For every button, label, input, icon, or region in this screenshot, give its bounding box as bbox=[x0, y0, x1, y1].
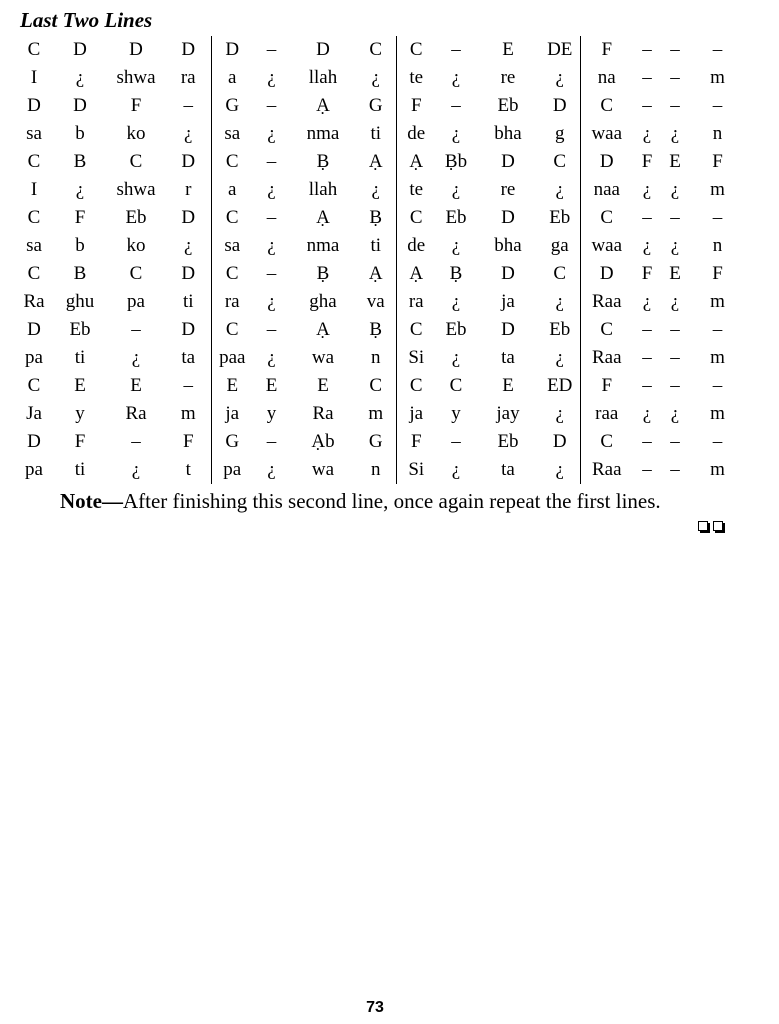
syllable-cell: ¿ bbox=[267, 459, 276, 480]
syllable-cell: jay bbox=[496, 403, 520, 424]
syllable-cell: ¿ bbox=[670, 291, 680, 312]
syllable-cell: y bbox=[451, 403, 461, 424]
note-cell: – bbox=[183, 375, 193, 396]
syllable-cell: r bbox=[185, 179, 192, 200]
syllable-cell: ja bbox=[501, 291, 515, 312]
syllable-cell: ta bbox=[501, 347, 515, 368]
note-cell: – bbox=[712, 39, 723, 60]
note-cell: C bbox=[580, 92, 633, 120]
note-cell: E bbox=[669, 151, 681, 172]
note-cell: C bbox=[211, 316, 253, 344]
note-cell: D bbox=[552, 431, 567, 452]
syllable-cell: g bbox=[555, 123, 565, 144]
note-cell: – bbox=[642, 375, 652, 396]
syllable-cell: ¿ bbox=[451, 291, 461, 312]
lyrics-row bbox=[14, 232, 746, 260]
syllable-cell: t bbox=[185, 459, 191, 480]
note-cell: D bbox=[211, 36, 253, 64]
syllable-cell: ¿ bbox=[267, 291, 276, 312]
note-cell: Ạ bbox=[368, 263, 383, 284]
syllable-cell: sa bbox=[26, 235, 42, 256]
note-cell: C bbox=[396, 316, 436, 344]
syllable-cell: ko bbox=[126, 123, 146, 144]
note-cell: Ạ bbox=[316, 207, 330, 228]
syllable-cell: sa bbox=[211, 232, 253, 260]
syllable-cell: ¿ bbox=[371, 67, 380, 88]
note-cell: C bbox=[211, 260, 253, 288]
syllable-cell: ra bbox=[211, 288, 253, 316]
syllable-cell: ¿ bbox=[555, 291, 564, 312]
syllable-cell: ¿ bbox=[670, 123, 680, 144]
syllable-cell: Raa bbox=[580, 344, 633, 372]
syllable-cell: pa bbox=[25, 459, 43, 480]
note-cell: C bbox=[27, 151, 41, 172]
syllable-cell: ¿ bbox=[131, 459, 141, 480]
note-cell: D bbox=[181, 151, 196, 172]
lyrics-row bbox=[14, 176, 746, 204]
syllable-cell: ti bbox=[74, 459, 86, 480]
syllable-cell: llah bbox=[308, 179, 338, 200]
syllable-cell: n bbox=[712, 123, 723, 144]
note-cell: B bbox=[73, 151, 87, 172]
note-cell: F bbox=[641, 151, 653, 172]
note-cell: C bbox=[396, 36, 436, 64]
syllable-cell: te bbox=[396, 64, 436, 92]
syllable-cell: m bbox=[710, 347, 725, 368]
syllable-cell: Ra bbox=[125, 403, 147, 424]
notation-table bbox=[14, 36, 746, 484]
syllable-cell: ti bbox=[182, 291, 194, 312]
syllable-cell: sa bbox=[211, 120, 253, 148]
note-cell: D bbox=[181, 207, 196, 228]
lyrics-row bbox=[14, 456, 746, 484]
syllable-cell: m bbox=[180, 403, 196, 424]
note-cell: – bbox=[266, 319, 277, 340]
syllable-cell: ¿ bbox=[451, 67, 461, 88]
note-cell: Eb bbox=[445, 207, 467, 228]
note-cell: Ạ bbox=[316, 319, 330, 340]
lyrics-row bbox=[14, 344, 746, 372]
note-cell: – bbox=[266, 151, 277, 172]
note-cell: Ḅ bbox=[369, 207, 383, 228]
note-cell: C bbox=[211, 148, 253, 176]
note-cell: – bbox=[712, 431, 723, 452]
note-cell: C bbox=[553, 263, 567, 284]
syllable-cell: ga bbox=[550, 235, 569, 256]
note-cell: D bbox=[501, 207, 515, 228]
syllable-cell: I bbox=[30, 67, 38, 88]
syllable-cell: m bbox=[368, 403, 384, 424]
syllable-cell: Si bbox=[396, 456, 436, 484]
syllable-cell: ja bbox=[211, 400, 253, 428]
syllable-cell: ¿ bbox=[642, 235, 652, 256]
note-cell: – bbox=[712, 319, 723, 340]
syllable-cell: n bbox=[371, 347, 381, 368]
note-cell: Eb bbox=[445, 319, 467, 340]
syllable-cell: re bbox=[500, 179, 516, 200]
note-cell: D bbox=[501, 151, 515, 172]
syllable-cell: n bbox=[371, 459, 381, 480]
note-cell: C bbox=[27, 263, 41, 284]
note-cell: C bbox=[27, 207, 41, 228]
end-of-section-marks bbox=[698, 518, 728, 534]
syllable-cell: Ja bbox=[26, 403, 42, 424]
syllable-cell: ra bbox=[396, 288, 436, 316]
syllable-cell: – bbox=[642, 67, 652, 88]
syllable-cell: Ra bbox=[23, 291, 45, 312]
syllable-cell: nma bbox=[306, 123, 340, 144]
note-cell: F bbox=[74, 431, 86, 452]
note-cell: – bbox=[642, 207, 652, 228]
note-cell: – bbox=[670, 431, 680, 452]
note-cell: F bbox=[580, 372, 633, 400]
syllable-cell: ¿ bbox=[642, 403, 652, 424]
note-cell: F bbox=[74, 207, 86, 228]
syllable-cell: Raa bbox=[580, 288, 633, 316]
syllable-cell: wa bbox=[311, 347, 335, 368]
note-cell: D bbox=[316, 39, 330, 60]
note-cell: D bbox=[501, 319, 515, 340]
note-cell: F bbox=[580, 36, 633, 64]
syllable-cell: nma bbox=[306, 235, 340, 256]
syllable-cell: – bbox=[670, 347, 680, 368]
note-cell: Eb bbox=[125, 207, 147, 228]
note-cell: E bbox=[502, 375, 514, 396]
syllable-cell: ¿ bbox=[555, 459, 564, 480]
notes-row bbox=[14, 316, 746, 344]
note-cell: Ḅ bbox=[316, 151, 330, 172]
note-cell: – bbox=[670, 375, 680, 396]
syllable-cell: ¿ bbox=[451, 179, 461, 200]
note-cell: E bbox=[669, 263, 681, 284]
note-cell: D bbox=[27, 319, 41, 340]
note-cell: G bbox=[211, 92, 253, 120]
syllable-cell: ¿ bbox=[670, 403, 680, 424]
note-cell: C bbox=[129, 263, 143, 284]
note-cell: D bbox=[181, 39, 196, 60]
syllable-cell: ¿ bbox=[267, 347, 276, 368]
note-cell: Ạ bbox=[396, 260, 436, 288]
syllable-cell: n bbox=[712, 235, 723, 256]
syllable-cell: naa bbox=[580, 176, 633, 204]
section-heading: Last Two Lines bbox=[20, 8, 153, 32]
syllable-cell: – bbox=[642, 459, 652, 480]
note-cell: – bbox=[266, 95, 277, 116]
syllable-cell: ¿ bbox=[642, 123, 652, 144]
note-cell: Ḅ bbox=[369, 319, 383, 340]
lyrics-row bbox=[14, 120, 746, 148]
notes-row bbox=[14, 372, 746, 400]
note-cell: D bbox=[501, 263, 515, 284]
note-cell: – bbox=[451, 95, 461, 116]
note-cell: – bbox=[670, 319, 680, 340]
syllable-cell: ja bbox=[396, 400, 436, 428]
note-cell: – bbox=[642, 95, 652, 116]
syllable-cell: paa bbox=[211, 344, 253, 372]
syllable-cell: – bbox=[670, 67, 680, 88]
note-cell: D bbox=[181, 263, 196, 284]
note-cell: Ạ bbox=[316, 95, 330, 116]
syllable-cell: m bbox=[710, 459, 725, 480]
note-cell: DE bbox=[547, 39, 573, 60]
note-cell: C bbox=[580, 316, 633, 344]
syllable-cell: va bbox=[366, 291, 385, 312]
note-cell: ED bbox=[547, 375, 573, 396]
syllable-cell: ¿ bbox=[555, 347, 564, 368]
syllable-cell: a bbox=[211, 176, 253, 204]
note-cell: Eb bbox=[549, 207, 571, 228]
note-cell: E bbox=[74, 375, 86, 396]
syllable-cell: m bbox=[710, 403, 725, 424]
syllable-cell: ti bbox=[370, 235, 382, 256]
syllable-cell: ¿ bbox=[451, 235, 461, 256]
syllable-cell: ¿ bbox=[184, 123, 193, 144]
note-cell: Eb bbox=[69, 319, 91, 340]
syllable-cell: bha bbox=[494, 123, 522, 144]
syllable-cell: ¿ bbox=[555, 179, 564, 200]
syllable-cell: Si bbox=[396, 344, 436, 372]
syllable-cell: shwa bbox=[116, 67, 156, 88]
note-cell: F bbox=[182, 431, 194, 452]
note-cell: F bbox=[712, 151, 723, 172]
note-cell: C bbox=[27, 39, 41, 60]
note-cell: – bbox=[712, 375, 723, 396]
syllable-cell: ¿ bbox=[267, 67, 276, 88]
syllable-cell: ta bbox=[181, 347, 196, 368]
note-cell: G bbox=[211, 428, 253, 456]
square-icon bbox=[713, 521, 723, 531]
note-cell: C bbox=[396, 372, 436, 400]
note-cell: Eb bbox=[497, 95, 519, 116]
syllable-cell: – bbox=[670, 459, 680, 480]
note-cell: E bbox=[317, 375, 329, 396]
syllable-cell: Ra bbox=[312, 403, 334, 424]
syllable-cell: pa bbox=[25, 347, 43, 368]
syllable-cell: de bbox=[396, 232, 436, 260]
note-cell: Ạ bbox=[396, 148, 436, 176]
syllable-cell: ¿ bbox=[267, 123, 276, 144]
page-number: 73 bbox=[366, 999, 384, 1016]
syllable-cell: ¿ bbox=[670, 179, 680, 200]
lyrics-row bbox=[14, 288, 746, 316]
note-cell: D bbox=[27, 431, 41, 452]
syllable-cell: te bbox=[396, 176, 436, 204]
note-cell: E bbox=[265, 375, 278, 396]
note-cell: – bbox=[266, 263, 277, 284]
note-cell: Eb bbox=[549, 319, 571, 340]
syllable-cell: waa bbox=[580, 232, 633, 260]
note-cell: E bbox=[502, 39, 514, 60]
syllable-cell: ¿ bbox=[267, 235, 276, 256]
notes-row bbox=[14, 428, 746, 456]
note-cell: D bbox=[552, 95, 567, 116]
note-cell: – bbox=[266, 431, 277, 452]
syllable-cell: I bbox=[30, 179, 38, 200]
note-cell: C bbox=[580, 204, 633, 232]
note-cell: C bbox=[211, 204, 253, 232]
syllable-cell: bha bbox=[494, 235, 522, 256]
syllable-cell: llah bbox=[308, 67, 338, 88]
note-cell: F bbox=[130, 95, 142, 116]
notes-row bbox=[14, 36, 746, 64]
syllable-cell: ¿ bbox=[555, 67, 564, 88]
syllable-cell: waa bbox=[580, 120, 633, 148]
note-cell: – bbox=[451, 431, 461, 452]
syllable-cell: raa bbox=[580, 400, 633, 428]
notes-row bbox=[14, 260, 746, 288]
syllable-cell: ghu bbox=[65, 291, 95, 312]
note-cell: C bbox=[580, 428, 633, 456]
syllable-cell: m bbox=[710, 67, 725, 88]
syllable-cell: ¿ bbox=[451, 459, 461, 480]
note-cell: – bbox=[642, 431, 652, 452]
syllable-cell: pa bbox=[127, 291, 145, 312]
syllable-cell: gha bbox=[309, 291, 337, 312]
note-cell: – bbox=[712, 95, 723, 116]
note-cell: – bbox=[670, 207, 680, 228]
syllable-cell: ¿ bbox=[75, 179, 85, 200]
syllable-cell: b bbox=[75, 123, 85, 144]
note-cell: C bbox=[553, 151, 567, 172]
note-cell: D bbox=[73, 95, 87, 116]
syllable-cell: pa bbox=[211, 456, 253, 484]
notes-row bbox=[14, 204, 746, 232]
syllable-cell: ¿ bbox=[642, 291, 652, 312]
syllable-cell: ¿ bbox=[371, 179, 380, 200]
note-cell: Ḅb bbox=[444, 151, 468, 172]
note-cell: Ạb bbox=[311, 431, 335, 452]
syllable-cell: ¿ bbox=[670, 235, 680, 256]
note-cell: – bbox=[266, 207, 277, 228]
note-cell: G bbox=[368, 95, 383, 116]
note-cell: – bbox=[451, 39, 461, 60]
syllable-cell: m bbox=[710, 179, 725, 200]
syllable-cell: y bbox=[75, 403, 85, 424]
note-cell: F bbox=[396, 428, 436, 456]
syllable-cell: b bbox=[75, 235, 85, 256]
syllable-cell: ta bbox=[501, 459, 515, 480]
note-cell: C bbox=[27, 375, 41, 396]
syllable-cell: y bbox=[266, 403, 277, 424]
note-cell: E bbox=[211, 372, 253, 400]
note-cell: D bbox=[580, 260, 633, 288]
note-cell: – bbox=[266, 39, 277, 60]
syllable-cell: shwa bbox=[116, 179, 156, 200]
syllable-cell: m bbox=[710, 291, 725, 312]
syllable-cell: wa bbox=[311, 459, 335, 480]
note-cell: C bbox=[396, 204, 436, 232]
note-cell: – bbox=[642, 39, 652, 60]
lyrics-row bbox=[14, 400, 746, 428]
note-cell: F bbox=[641, 263, 653, 284]
syllable-cell: ti bbox=[74, 347, 86, 368]
syllable-cell: de bbox=[396, 120, 436, 148]
note-cell: – bbox=[670, 39, 680, 60]
notes-row bbox=[14, 92, 746, 120]
syllable-cell: re bbox=[500, 67, 516, 88]
note-cell: – bbox=[670, 95, 680, 116]
note-cell: C bbox=[129, 151, 143, 172]
syllable-cell: ti bbox=[370, 123, 382, 144]
note-cell: C bbox=[369, 375, 383, 396]
note-paragraph bbox=[60, 489, 661, 514]
syllable-cell: ¿ bbox=[451, 347, 461, 368]
note-cell: Ạ bbox=[368, 151, 383, 172]
syllable-cell: ¿ bbox=[267, 179, 276, 200]
syllable-cell: na bbox=[580, 64, 633, 92]
note-cell: Ḅ bbox=[449, 263, 463, 284]
notes-row bbox=[14, 148, 746, 176]
note-text: After finishing this second line, once again repeat the first lines. bbox=[122, 489, 661, 513]
note-cell: D bbox=[580, 148, 633, 176]
note-cell: D bbox=[27, 95, 41, 116]
note-label: Note— bbox=[60, 489, 123, 513]
note-cell: B bbox=[73, 263, 87, 284]
square-icon bbox=[698, 521, 708, 531]
note-cell: D bbox=[181, 319, 196, 340]
note-cell: C bbox=[369, 39, 383, 60]
note-cell: – bbox=[131, 319, 141, 340]
syllable-cell: sa bbox=[26, 123, 42, 144]
syllable-cell: ¿ bbox=[451, 123, 461, 144]
syllable-cell: ¿ bbox=[642, 179, 652, 200]
note-cell: – bbox=[642, 319, 652, 340]
syllable-cell: ¿ bbox=[184, 235, 193, 256]
syllable-cell: ¿ bbox=[131, 347, 141, 368]
syllable-cell: – bbox=[642, 347, 652, 368]
syllable-cell: ¿ bbox=[555, 403, 564, 424]
notation-body bbox=[14, 36, 746, 484]
syllable-cell: ko bbox=[126, 235, 146, 256]
note-cell: C bbox=[449, 375, 463, 396]
note-cell: D bbox=[73, 39, 87, 60]
note-cell: Eb bbox=[497, 431, 519, 452]
syllable-cell: ra bbox=[180, 67, 196, 88]
note-cell: Ḅ bbox=[316, 263, 330, 284]
syllable-cell: ¿ bbox=[75, 67, 85, 88]
note-cell: D bbox=[129, 39, 143, 60]
note-cell: – bbox=[131, 431, 141, 452]
note-cell: G bbox=[368, 431, 383, 452]
syllable-cell: a bbox=[211, 64, 253, 92]
note-cell: – bbox=[712, 207, 723, 228]
note-cell: F bbox=[396, 92, 436, 120]
note-cell: F bbox=[712, 263, 723, 284]
note-cell: E bbox=[130, 375, 142, 396]
note-cell: – bbox=[183, 95, 193, 116]
lyrics-row bbox=[14, 64, 746, 92]
syllable-cell: Raa bbox=[580, 456, 633, 484]
